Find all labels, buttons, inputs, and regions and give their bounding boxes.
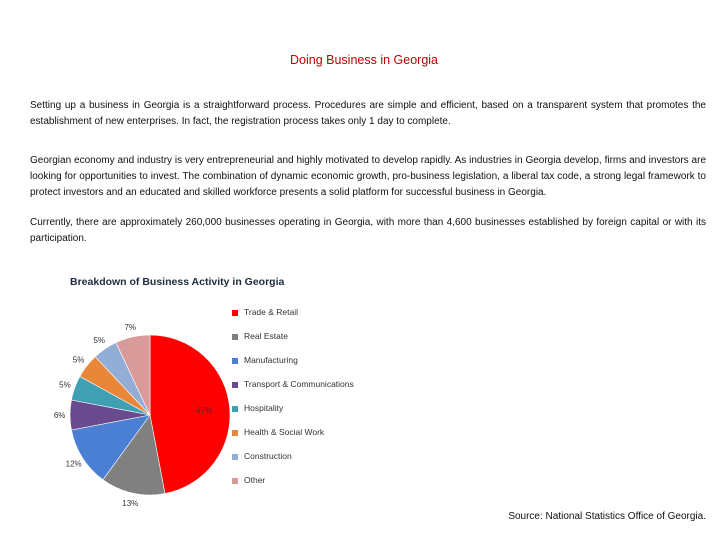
legend-swatch [232, 406, 238, 412]
legend-label: Transport & Communications [244, 379, 354, 389]
pie-data-label: 12% [65, 459, 82, 469]
legend-swatch [232, 454, 238, 460]
chart-title: Breakdown of Business Activity in Georgia [70, 276, 285, 288]
legend-label: Other [244, 475, 266, 485]
pie-data-label: 7% [124, 322, 137, 332]
business-count-paragraph: Currently, there are approximately 260,000 businesses operating in Georgia, with more than 4,600 businesses established by foreign capital or with its participation. [30, 217, 706, 244]
pie-data-label: 5% [93, 336, 105, 346]
intro-paragraph: Setting up a business in Georgia is a straightforward process. Procedures are simple and efficient, based on a transparent system that promotes the establishment of new enterprises. In fact, the registration process takes only 1 day to complete. [30, 100, 706, 127]
pie-data-label: 5% [59, 380, 71, 390]
legend-swatch [232, 358, 238, 364]
legend-label: Real Estate [244, 331, 288, 341]
legend-swatch [232, 430, 238, 436]
legend-label: Manufacturing [244, 355, 298, 365]
pie-slice-trade-retail [150, 335, 230, 494]
legend-swatch [232, 478, 238, 484]
legend-swatch [232, 382, 238, 388]
economy-paragraph: Georgian economy and industry is very entrepreneurial and highly motivated to develop rapidly. As industries in Georgia develop, firms and investors are looking for opportunities to invest. The combination of dynamic economic growth, pro-business legislation, a liberal tax code, a strong legal framework to protect investors and an educated and skilled workforce presents a solid platform for successful business in Georgia. [30, 155, 706, 198]
page-title: Doing Business in Georgia [290, 53, 438, 67]
legend-label: Health & Social Work [244, 427, 325, 437]
pie-data-label: 6% [53, 411, 66, 420]
legend-label: Construction [244, 451, 292, 461]
legend-label: Hospitality [244, 403, 284, 413]
source-note: Source: National Statistics Office of Georgia. [508, 511, 706, 522]
legend-swatch [232, 310, 238, 316]
pie-data-label: 13% [122, 499, 139, 509]
pie-data-label: 5% [72, 355, 85, 365]
legend-label: Trade & Retail [244, 307, 299, 317]
pie-data-label: 47% [196, 405, 213, 415]
legend-swatch [232, 334, 238, 340]
